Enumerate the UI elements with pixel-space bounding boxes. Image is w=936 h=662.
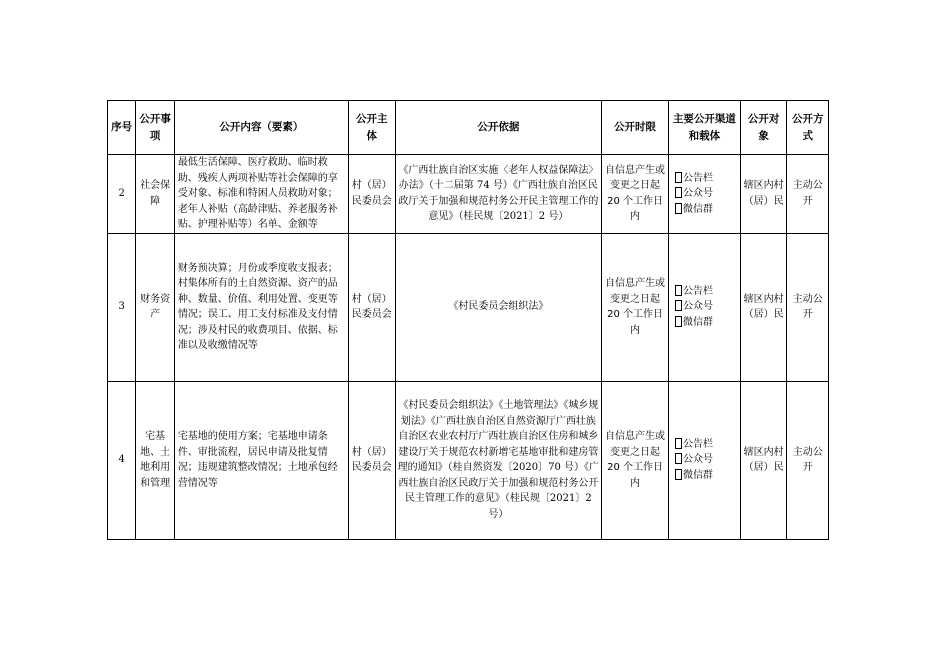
row-basis: 《广西壮族自治区实施〈老年人权益保障法〉办法》（十二届第 74 号）《广西壮族自治区民政厅关于加强和规范村务公开民主管理工作的意见》（桂民规〔2021〕2 号） bbox=[395, 155, 602, 234]
row-content: 财务预决算；月份或季度收支报表；村集体所有的土自然资源、资产的品种、数量、价值、利用处置、变更等情况；误工、用工支付标准及支付情况；涉及村民的收费项目、依据、标准以及收缴情况等 bbox=[174, 233, 348, 381]
checkbox-icon bbox=[675, 285, 682, 296]
row-num: 4 bbox=[108, 381, 136, 539]
channel-item: 公告栏 bbox=[675, 437, 738, 453]
row-basis: 《村民委员会组织法》《土地管理法》《城乡规划法》《广西壮族自治区自然资源厅广西壮族自治区农业农村厅广西壮族自治区住房和城乡建设厅关于规范农村新增宅基地审批和建房管理的通知》（桂自然资发〔2020〕70 号）《广西壮族自治区民政厅关于加强和规范村务公开民主管理工作的意见》（桂民规〔2021〕2 号） bbox=[395, 381, 602, 539]
channel-item: 公告栏 bbox=[675, 171, 738, 187]
header-num: 序号 bbox=[108, 101, 136, 155]
row-subject: 村（居）民委员会 bbox=[348, 233, 395, 381]
header-row bbox=[108, 101, 829, 155]
header-channels: 主要公开渠道和载体 bbox=[668, 101, 740, 155]
row-method: 主动公开 bbox=[787, 233, 829, 381]
row-target: 辖区内村（居）民 bbox=[740, 155, 787, 234]
table-row bbox=[108, 381, 829, 539]
checkbox-icon bbox=[675, 300, 682, 311]
row-basis: 《村民委员会组织法》 bbox=[395, 233, 602, 381]
table-row bbox=[108, 155, 829, 234]
channel-item: 公众号 bbox=[675, 299, 738, 315]
table-row bbox=[108, 233, 829, 381]
header-method: 公开方式 bbox=[787, 101, 829, 155]
row-target: 辖区内村（居）民 bbox=[740, 233, 787, 381]
channel-item: 公告栏 bbox=[675, 284, 738, 300]
row-method: 主动公开 bbox=[787, 381, 829, 539]
header-subject: 公开主体 bbox=[348, 101, 395, 155]
checkbox-icon bbox=[675, 172, 682, 183]
checkbox-icon bbox=[675, 438, 682, 449]
row-subject: 村（居）民委员会 bbox=[348, 381, 395, 539]
channel-item: 微信群 bbox=[675, 202, 738, 218]
header-item: 公开事项 bbox=[136, 101, 174, 155]
row-item: 财务资产 bbox=[136, 233, 174, 381]
row-time: 自信息产生或变更之日起 20 个工作日内 bbox=[602, 381, 669, 539]
channel-item: 微信群 bbox=[675, 468, 738, 484]
row-subject: 村（居）民委员会 bbox=[348, 155, 395, 234]
row-content: 宅基地的使用方案；宅基地申请条件、审批流程，居民申请及批复情况；违规建筑整改情况；土地承包经营情况等 bbox=[174, 381, 348, 539]
channel-item: 公众号 bbox=[675, 452, 738, 468]
header-target: 公开对象 bbox=[740, 101, 787, 155]
header-content: 公开内容（要素） bbox=[174, 101, 348, 155]
row-item: 社会保障 bbox=[136, 155, 174, 234]
row-num: 2 bbox=[108, 155, 136, 234]
checkbox-icon bbox=[675, 203, 682, 214]
channel-item: 微信群 bbox=[675, 315, 738, 331]
row-num: 3 bbox=[108, 233, 136, 381]
row-channels bbox=[668, 233, 740, 381]
header-time: 公开时限 bbox=[602, 101, 669, 155]
row-channels bbox=[668, 155, 740, 234]
row-time: 自信息产生或变更之日起 20 个工作日内 bbox=[602, 233, 669, 381]
row-time: 自信息产生或变更之日起 20 个工作日内 bbox=[602, 155, 669, 234]
checkbox-icon bbox=[675, 453, 682, 464]
row-channels bbox=[668, 381, 740, 539]
checkbox-icon bbox=[675, 469, 682, 480]
channel-item: 公众号 bbox=[675, 186, 738, 202]
row-item: 宅基地、土地利用和管理 bbox=[136, 381, 174, 539]
row-content: 最低生活保障、医疗救助、临时救助、残疾人两项补贴等社会保障的享受对象、标准和特困人员救助对象；老年人补贴（高龄津贴、养老服务补贴、护理补贴等）名单、金额等 bbox=[174, 155, 348, 234]
disclosure-table bbox=[107, 100, 829, 540]
row-target: 辖区内村（居）民 bbox=[740, 381, 787, 539]
checkbox-icon bbox=[675, 316, 682, 327]
row-method: 主动公开 bbox=[787, 155, 829, 234]
header-basis: 公开依据 bbox=[395, 101, 602, 155]
checkbox-icon bbox=[675, 187, 682, 198]
